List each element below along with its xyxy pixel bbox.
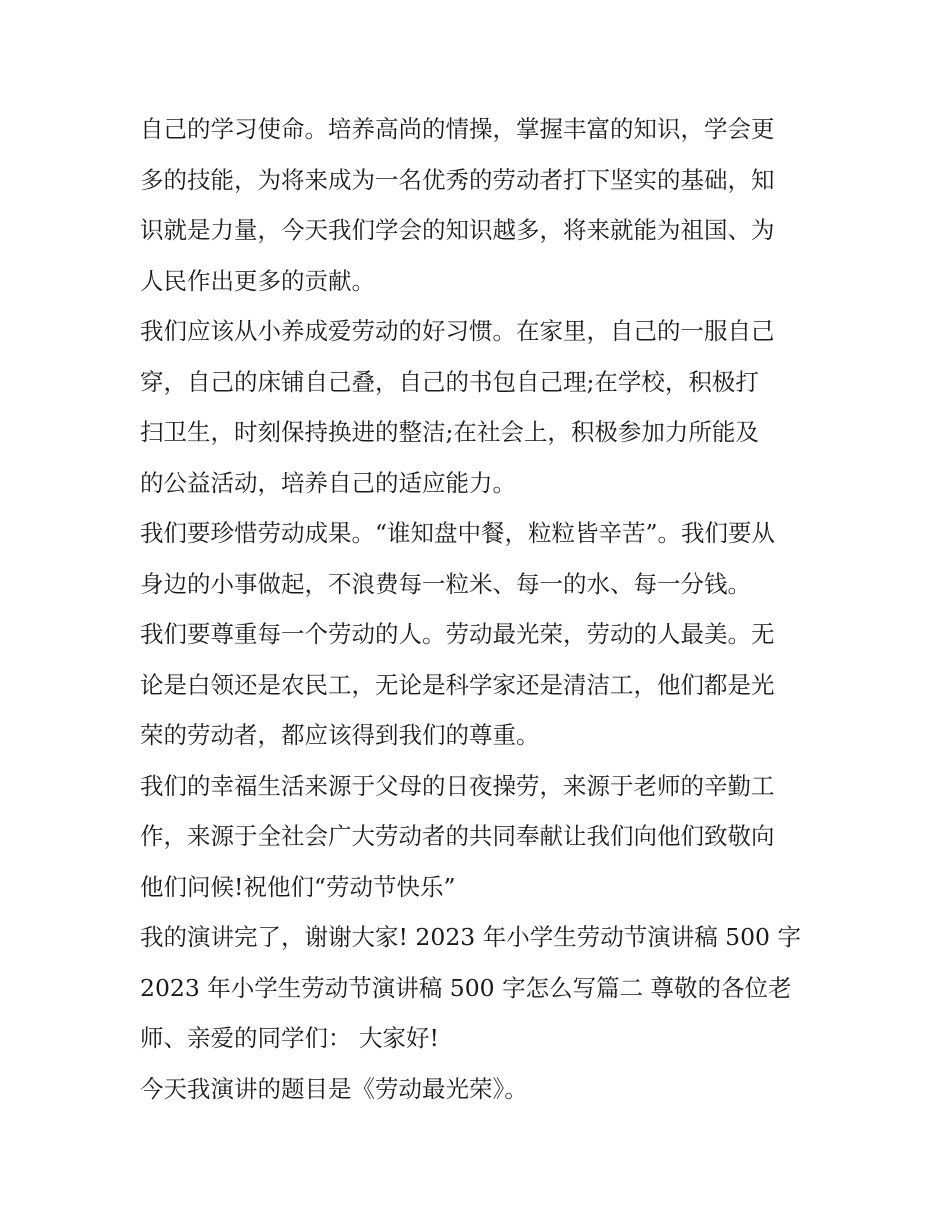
text-line: 荣的劳动者，都应该得到我们的尊重。 xyxy=(140,721,540,749)
text-line: 扫卫生，时刻保持换进的整洁;在社会上，积极参加力所能及 xyxy=(140,418,759,446)
text-line: 他们问候!祝他们“劳动节快乐” xyxy=(140,872,456,901)
text-line: 作，来源于全社会广大劳动者的共同奉献让我们向他们致敬向 xyxy=(140,822,775,850)
text-line: 论是白领还是农民工，无论是科学家还是清洁工，他们都是光 xyxy=(140,670,775,699)
document-body xyxy=(140,104,815,1114)
text-line: 2023 年小学生劳动节演讲稿 500 字怎么写篇二 尊敬的各位老 xyxy=(140,973,792,1002)
text-line: 今天我演讲的题目是《劳动最光荣》。 xyxy=(140,1074,528,1103)
text-line: 的公益活动，培养自己的适应能力。 xyxy=(140,468,516,497)
text-line: 我们应该从小养成爱劳动的好习惯。在家里，自己的一服自己 xyxy=(140,317,775,345)
text-line: 自己的学习使命。培养高尚的情操，掌握丰富的知识，学会更 xyxy=(140,115,775,143)
text-line: 身边的小事做起，不浪费每一粒米、每一的水、每一分钱。 xyxy=(140,569,751,598)
text-line: 人民作出更多的贡献。 xyxy=(140,266,375,295)
text-line: 我们的幸福生活来源于父母的日夜操劳，来源于老师的辛勤工 xyxy=(140,771,775,800)
text-line: 我们要珍惜劳动成果。“谁知盘中餐，粒粒皆辛苦”。我们要从 xyxy=(140,519,776,547)
text-line: 多的技能，为将来成为一名优秀的劳动者打下坚实的基础，知 xyxy=(140,165,775,194)
text-line: 师、亲爱的同学们： 大家好! xyxy=(140,1024,439,1052)
text-line: 我们要尊重每一个劳动的人。劳动最光荣，劳动的人最美。无 xyxy=(140,620,775,648)
text-line: 穿，自己的床铺自己叠，自己的书包自己理;在学校，积极打 xyxy=(140,367,759,396)
text-line: 识就是力量，今天我们学会的知识越多，将来就能为祖国、为 xyxy=(140,216,775,244)
text-line: 我的演讲完了，谢谢大家! 2023 年小学生劳动节演讲稿 500 字 xyxy=(140,923,801,951)
